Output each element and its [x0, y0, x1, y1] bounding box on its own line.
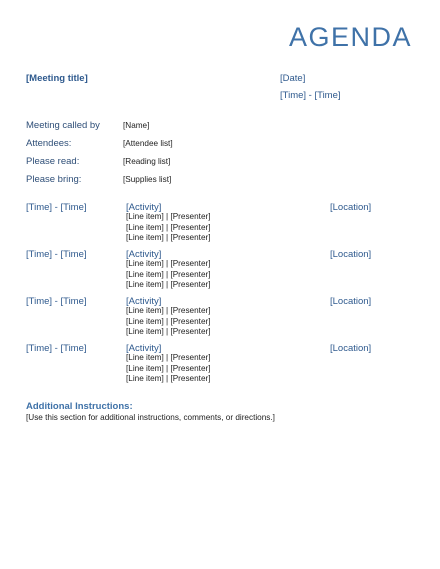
- agenda-item-location: [Location]: [330, 343, 372, 354]
- agenda-line-item: [Line item] | [Presenter]: [126, 259, 211, 268]
- please-bring-value: [Supplies list]: [123, 175, 172, 184]
- agenda-item-activity: [Activity]: [126, 343, 162, 354]
- agenda-item-activity: [Activity]: [126, 296, 162, 307]
- meeting-title: [Meeting title]: [26, 73, 88, 84]
- agenda-item-time: [Time] - [Time]: [26, 249, 87, 260]
- agenda-item-activity: [Activity]: [126, 249, 162, 260]
- called-by-label: Meeting called by: [26, 120, 100, 131]
- agenda-line-item: [Line item] | [Presenter]: [126, 269, 211, 279]
- called-by-value: [Name]: [123, 121, 150, 130]
- attendees-value: [Attendee list]: [123, 139, 173, 148]
- agenda-item-location: [Location]: [330, 249, 372, 260]
- agenda-line-item: [Line item] | [Presenter]: [126, 353, 211, 362]
- agenda-item-time: [Time] - [Time]: [26, 202, 87, 213]
- page-title: AGENDA: [288, 22, 412, 52]
- attendees-label: Attendees:: [26, 138, 72, 149]
- agenda-item-location: [Location]: [330, 296, 372, 307]
- please-bring-label: Please bring:: [26, 174, 82, 185]
- agenda-item-activity: [Activity]: [126, 202, 162, 213]
- meeting-date: [Date]: [280, 73, 306, 84]
- meeting-time: [Time] - [Time]: [280, 90, 341, 101]
- agenda-line-item: [Line item] | [Presenter]: [126, 374, 211, 384]
- additional-instructions-text: [Use this section for additional instructions, comments, or directions.]: [26, 413, 275, 422]
- agenda-line-item: [Line item] | [Presenter]: [126, 212, 211, 221]
- additional-instructions-heading: Additional Instructions:: [26, 401, 133, 412]
- agenda-line-item: [Line item] | [Presenter]: [126, 306, 211, 315]
- agenda-line-item: [Line item] | [Presenter]: [126, 233, 211, 243]
- agenda-line-item: [Line item] | [Presenter]: [126, 363, 211, 373]
- agenda-item-time: [Time] - [Time]: [26, 296, 87, 307]
- please-read-value: [Reading list]: [123, 157, 171, 166]
- please-read-label: Please read:: [26, 156, 80, 167]
- agenda-item-time: [Time] - [Time]: [26, 343, 87, 354]
- agenda-line-item: [Line item] | [Presenter]: [126, 316, 211, 326]
- agenda-line-item: [Line item] | [Presenter]: [126, 327, 211, 337]
- agenda-item-location: [Location]: [330, 202, 372, 213]
- agenda-line-item: [Line item] | [Presenter]: [126, 280, 211, 290]
- agenda-line-item: [Line item] | [Presenter]: [126, 222, 211, 232]
